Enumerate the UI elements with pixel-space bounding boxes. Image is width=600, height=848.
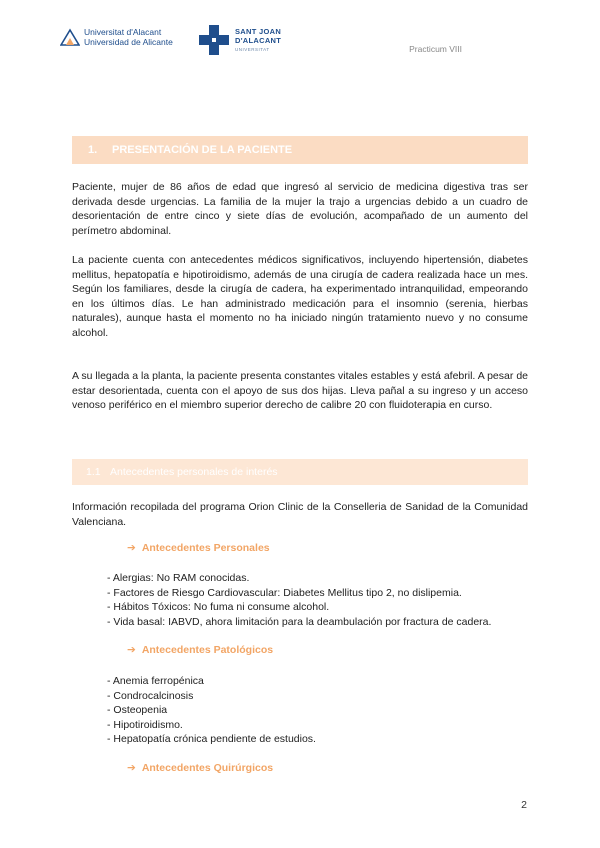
arrow-right-icon: ➔ (127, 762, 136, 774)
paragraph-2: La paciente cuenta con antecedentes médicos significativos, incluyendo hipertensión, diabetes mellitus, hepatopatía e hipotiroidismo, además de una cirugía de cadera realizada hace un mes. Según los familiares, desde la cirugía de cadera, ha experimentado intranquilidad, empeorando en los últimos días. Le han administrado medicación para el insomnio (serenia, hierbas naturales), aunque hasta el momento no ha iniciado ningún tratamiento nuevo y no consume alcohol. (72, 254, 528, 339)
sj-logo-line2: D'ALACANT (235, 35, 282, 45)
subheading-personales (127, 542, 270, 554)
list-item: - Hepatopatía crónica pendiente de estudios. (107, 733, 316, 746)
subsection-number: 1.1 (86, 466, 101, 478)
personales-list (107, 571, 491, 629)
course-title: Practicum VIII (409, 44, 462, 54)
list-item: - Factores de Riesgo Cardiovascular: Diabetes Mellitus tipo 2, no dislipemia. (107, 586, 462, 599)
section-title: PRESENTACIÓN DE LA PACIENTE (112, 144, 293, 156)
list-item: - Alergias: No RAM conocidas. (107, 572, 250, 584)
sj-logo-line1: SANT JOAN (235, 26, 282, 36)
subheading-title: Antecedentes Quirúrgicos (141, 762, 274, 774)
list-item: - Osteopenia (107, 704, 168, 717)
page-header (0, 0, 600, 70)
patologicos-list (107, 674, 316, 747)
list-item: - Condrocalcinosis (107, 689, 194, 702)
subsection-title: Antecedentes personales de interés (110, 466, 278, 478)
arrow-right-icon: ➔ (127, 644, 136, 656)
list-item: - Anemia ferropénica (107, 675, 204, 687)
list-item: - Vida basal: IABVD, ahora limitación para la deambulación por fractura de cadera. (107, 615, 492, 628)
list-item: - Hábitos Tóxicos: No fuma ni consume alcohol. (107, 601, 330, 614)
subheading-title: Antecedentes Patológicos (141, 644, 274, 656)
subheading-title: Antecedentes Personales (141, 542, 270, 554)
universidad-alicante-logo (60, 25, 173, 49)
subheading-patologicos (127, 644, 273, 656)
page-number: 2 (521, 799, 527, 811)
ua-logo-line1: Universitat d'Alacant (84, 27, 162, 37)
list-item: - Hipotiroidismo. (107, 718, 183, 731)
subheading-quirurgicos (127, 762, 273, 774)
ua-logo-line2: Universidad de Alicante (84, 37, 173, 47)
paragraph-1: Paciente, mujer de 86 años de edad que ingresó al servicio de medicina digestiva tras ser derivada desde urgencias. La familia de la mujer la trajo a urgencias debido a un cuadro de desorientación de entre cinco y siete días de evolución, acompañado de un aumento del perímetro abdominal. (72, 181, 528, 237)
paragraph-3: A su llegada a la planta, la paciente presenta constantes vitales estables y está afebril. A pesar de estar desorientada, cuenta con el apoyo de sus dos hijas. Lleva pañal a su ingreso y un acceso venoso periférico en el miembro superior derecho de calibre 20 con fluidoterapia en curso. (72, 370, 528, 412)
ua-mountain-icon (60, 28, 80, 46)
sant-joan-logo (198, 24, 281, 56)
subsection-intro: Información recopilada del programa Orion Clinic de la Conselleria de Sanidad de la Comunidad Valenciana. (72, 501, 528, 528)
subsection-heading (72, 459, 528, 485)
cross-icon (198, 24, 230, 56)
section-number: 1. (88, 144, 98, 156)
arrow-right-icon: ➔ (127, 542, 136, 554)
sj-logo-sub: UNIVERSITAT (235, 46, 270, 52)
section-heading (72, 136, 528, 164)
